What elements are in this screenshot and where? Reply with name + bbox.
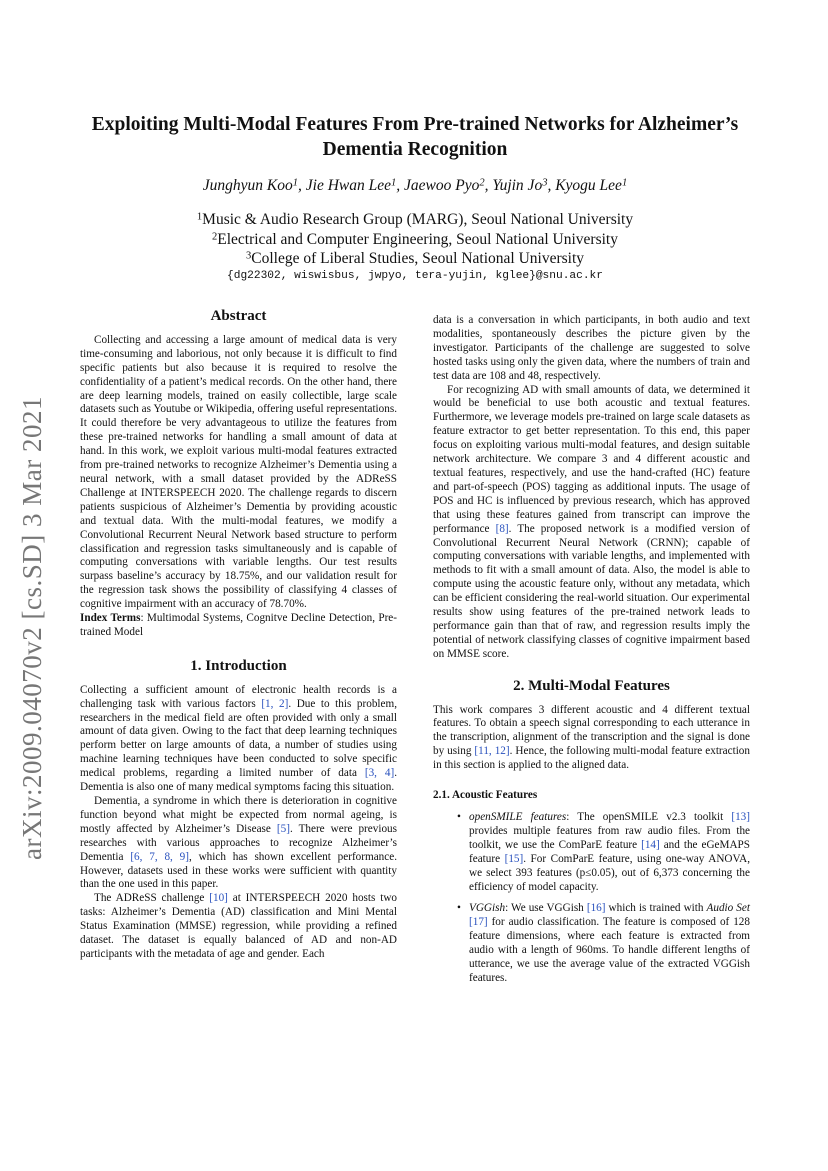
left-column [80, 310, 397, 962]
citation-link[interactable]: [15] [504, 852, 524, 865]
intro-paragraph-3: The ADReSS challenge [10] at INTERSPEECH 2020 hosts two tasks: Alzheimer’s Dementia (AD) classification and Mini Mental Status Examination (MMSE) regression, while providing a refined dataset. The dataset is equally balanced of AD and non-AD participants with the metadata of age and gender. Each [80, 892, 397, 960]
affil-mark: 3 [245, 250, 252, 262]
affil-text: Music & Audio Research Group (MARG), Seoul National University [202, 211, 634, 228]
list-item: • openSMILE features: The openSMILE v2.3 toolkit [13] provides multiple features from raw audio files. From the toolkit, we use the ComParE feature [14] and the eGeMAPS feature [15]. For ComParE feature, using one-way ANOVA, we select 393 features (p≤0.05), out of 6,373 concerning the efficiency of model capacity. [469, 811, 750, 894]
author-affil-mark: 1 [621, 177, 628, 189]
affil-mark: 2 [211, 230, 218, 242]
acoustic-feature-list [433, 811, 750, 986]
paper-title [70, 112, 760, 162]
author-affil-mark: 1 [292, 177, 299, 189]
author-name: Junghyun Koo [202, 177, 293, 194]
introduction-heading: 1. Introduction [190, 657, 287, 674]
citation-link[interactable]: [11, 12] [474, 745, 510, 758]
list-item: • VGGish: We use VGGish [16] which is trained with Audio Set [17] for audio classification. The feature is composed of 128 feature dimensions, where each feature is extracted from audio with a length of 960ms. To handle different lengths of utterance, we use the average value of the extracted VGGish features. [469, 902, 750, 985]
citation-link[interactable]: [5] [276, 822, 290, 835]
affiliation [70, 230, 760, 250]
author-affil-mark: 1 [391, 177, 397, 189]
abstract [80, 334, 397, 640]
affiliation [70, 249, 760, 269]
index-terms-text: : Multimodal Systems, Cognitve Decline Detection, Pre-trained Model [80, 612, 397, 638]
citation-link[interactable]: [8] [495, 522, 509, 535]
intro-paragraph-4: For recognizing AD with small amounts of data, we determined it would be beneficial to use both acoustic and textual features. Furthermore, we leverage models pre-trained on large scale datasets as feature extractor to get better representation. To this end, this paper focus on exploiting various multi-modal features, and design suitable network architecture. We compare 3 and 4 different acoustic and textual features, respectively, and use the hand-crafted (HC) feature and part-of-speech (POS) tagging as additional inputs. The usage of POS and HC is influenced by previous research, which has approved that using these features gained from transcript can improve the performance [8]. The proposed network is a modified version of Convolutional Recurrent Neural Network (CRNN); capable of computing conversations with variable lengths, and implemented with methods to fit with a small amount of data. Also, the model is able to compute using the acoustic feature only, without any metadata, which can be efficient considering the real-world situation. Our experimental results show using features of the pre-trained network leads to performance gain than that of raw, and regression results imply the potential of network classifying classes of cognitive impairment based on MMSE score. [433, 383, 751, 660]
author-emails: {dg22302, wiswisbus, jwpyo, tera-yujin, kglee}@snu.ac.kr [227, 270, 603, 282]
affiliation-list [70, 210, 760, 269]
citation-link[interactable]: [13] [731, 811, 750, 823]
intro-continuation: data is a conversation in which participants, in both audio and text modalities, spontaneously describes the picture given by the investigator. Participants of the challenge are suggested to solve hosted tasks using only the given data, where the numbers of train and test data are 108 and 48, respectively. [433, 314, 750, 382]
author-affil-mark: 3 [542, 177, 548, 189]
author-name: Jie Hwan Lee [305, 177, 392, 194]
right-column [433, 314, 750, 994]
citation-link[interactable]: [17] [469, 916, 488, 929]
abstract-heading: Abstract [210, 308, 267, 324]
intro-paragraph-2: Dementia, a syndrome in which there is deterioration in cognitive function beyond what might be expected from normal ageing, is mostly affected by Alzheimer’s Disease [5]. There were previous researches with various approaches to recognize Alzheimer’s Dementia [6, 7, 8, 9], which has shown excellent performance. However, datasets used in these works were sufficient with quantity than the one used in this paper. [80, 795, 397, 891]
acoustic-features-heading: 2.1. Acoustic Features [433, 789, 538, 802]
citation-link[interactable]: [6, 7, 8, 9] [130, 850, 189, 863]
title-line-1: Exploiting Multi-Modal Features From Pre-trained Networks for Alzheimer’s [91, 114, 739, 135]
intro-paragraph-1: Collecting a sufficient amount of electronic health records is a challenging task with various factors [1, 2]. Due to this problem, researchers in the medical field are often provided with only a small amount of data given. Owing to the fact that deep learning techniques perform better on large amounts of data, a number of studies using machine learning techniques have been conducted to solve specific medical problems, regarding a limited number of data [3, 4]. Dementia is also one of many medical symptoms facing this situation. [80, 683, 397, 794]
index-terms-label: Index Terms [80, 612, 141, 625]
index-terms [80, 612, 397, 640]
affil-text: Electrical and Computer Engineering, Seoul National University [217, 230, 618, 248]
citation-link[interactable]: [16] [586, 902, 606, 915]
author-name: Jaewoo Pyo [404, 177, 480, 194]
abstract-body: Collecting and accessing a large amount of medical data is very time-consuming and laborious, not only because it is difficult to find specific patients but also because it is required to resolve the confidentiality of a patient’s medical records. On the other hand, there are deep learning models, trained on easily collectible, large scale datasets such as Youtube or Wikipedia, offering useful representations. It could therefore be very advantageous to utilize the features from these pre-trained networks for handling a small amount of data at hand. In this work, we exploit various multi-modal features extracted from pre-trained networks to recognize Alzheimer’s Dementia using a neural network, with a small dataset provided by the ADReSS Challenge at INTERSPEECH 2020. The challenge regards to discern patients suspicious of Alzheimer’s Dementia by providing acoustic and textual data. With the multi-modal features, we modify a Convolutional Recurrent Neural Network based structure to perform classification and regression tasks simultaneously and is capable of computing conversations with variable lengths. Our test results surpass baseline’s accuracy by 18.75%, and our validation result for the regression task shows the possibility of classifying 4 classes of cognitive impairment with an accuracy of 78.70%. [80, 333, 397, 611]
author-affil-mark: 2 [479, 177, 485, 189]
affiliation [70, 210, 760, 230]
author-name: Kyogu Lee [555, 177, 622, 194]
arxiv-identifier-stamp: arXiv:2009.04070v2 [cs.SD] 3 Mar 2021 [17, 396, 47, 860]
affil-mark: 1 [196, 211, 203, 223]
citation-link[interactable]: [10] [209, 892, 228, 905]
affil-text: College of Liberal Studies, Seoul National University [251, 250, 585, 267]
author-name: Yujin Jo [492, 177, 543, 194]
citation-link[interactable]: [14] [641, 838, 660, 851]
multimodal-features-heading: 2. Multi-Modal Features [513, 677, 670, 694]
title-line-2: Dementia Recognition [322, 139, 508, 160]
feature-name: openSMILE features [469, 811, 567, 823]
author-list: Junghyun Koo$^1$, Jie Hwan Lee$^1$, Jaewoo Pyo$^2$, Yujin Jo$^3$, Kyogu Lee$^1$ [202, 177, 628, 194]
citation-link[interactable]: [1, 2] [261, 697, 289, 710]
multimodal-paragraph: This work compares 3 different acoustic and 4 different textual features. To obtain a speech signal corresponding to each utterance in the transcription, alignment of the transcription and the signal is done by using [11, 12]. Hence, the following multi-modal feature extraction in this section is applied to the aligned data. [433, 703, 750, 772]
feature-name: VGGish [469, 902, 506, 915]
citation-link[interactable]: [3, 4] [364, 767, 395, 780]
